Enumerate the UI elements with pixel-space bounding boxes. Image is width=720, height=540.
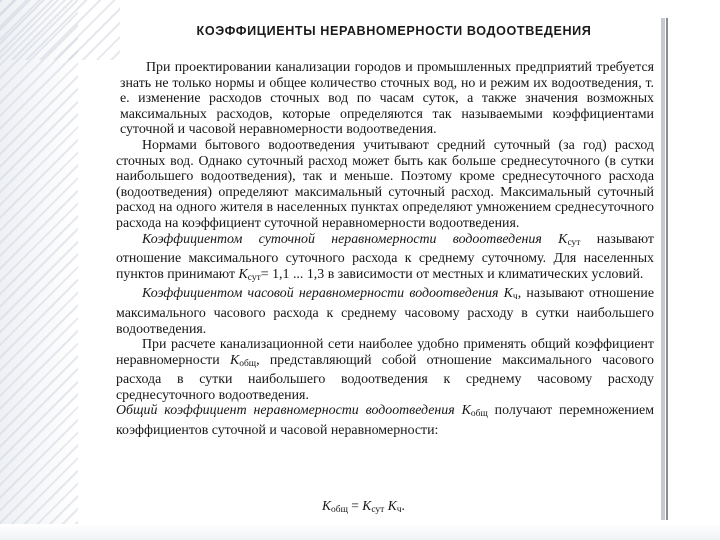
document-page — [116, 18, 654, 518]
paragraph-hourly-coefficient: Коэффициентом часовой неравномерности водоотведения $K_ч$, называют отношение максимального часового расхода к среднему часовому расходу в сутки наибольшего водоотведения. — [116, 286, 654, 337]
symbol-k-hourly-sub: ч — [512, 292, 518, 303]
page-title: КОЭФФИЦИЕНТЫ НЕРАВНОМЕРНОСТИ ВОДООТВЕДЕНИЯ — [196, 24, 592, 38]
formula-lhs-sub: общ — [331, 505, 348, 515]
daily-range-conditions: в зависимости от местных и климатических условий. — [327, 266, 644, 282]
symbol-k-daily-range: K — [238, 266, 248, 282]
formula-factor-hourly-sub: ч — [396, 505, 402, 515]
paragraph-intro: При проектировании канализации городов и промышленных предприятий требуется знать не только нормы и общее количество сточных вод, но и режим их водоотведения, т. е. изменение расходов сточных вод по часам суток, а также значения возможных максимальных расходов, которые определяются так называемыми коэффициентами суточной и часовой неравномерности водоотведения. — [120, 60, 654, 138]
bottom-decoration — [0, 524, 720, 540]
symbol-k-hourly: K — [503, 286, 513, 302]
general-product-text: получают перемножением коэффициентов суточной и часовой неравномерности: — [116, 403, 654, 439]
symbol-k-general: K — [229, 352, 240, 368]
formula-factor-daily: K — [362, 498, 372, 513]
general-definition: представляющий собой отношение максимального часового расхода в сутки наибольшего водоотведения к среднему часовому расходу среднесуточного водоотведения. — [116, 352, 654, 403]
term-hourly-coefficient: Коэффициентом часовой неравномерности водоотведения — [142, 286, 499, 302]
formula-lhs: K — [322, 498, 332, 513]
symbol-k-general-2-sub: общ — [470, 409, 488, 420]
formula-factor-hourly: K — [387, 498, 397, 513]
formula-equals: = — [351, 498, 359, 513]
term-daily-coefficient: Коэффициентом суточной неравномерности водоотведения — [142, 231, 542, 247]
general-intro: При расчете канализационной сети наиболее удобно применять общий коэффициент неравномерности — [116, 337, 654, 368]
left-decoration — [0, 0, 78, 540]
hourly-definition: называют отношение максимального часового расхода к среднему часовому расходу в сутки наибольшего водоотведения. — [116, 286, 654, 337]
symbol-k-general-sub: общ — [239, 358, 257, 369]
term-general-coefficient: Общий коэффициент неравномерности водоотведения — [116, 403, 455, 419]
symbol-k-general-2: K — [461, 403, 471, 419]
symbol-k-daily-range-sub: сут — [247, 272, 261, 283]
formula — [322, 498, 462, 518]
daily-definition: называют отношение максимального суточного расхода к среднему суточному. Для населенных пунктов принимают — [116, 231, 654, 282]
symbol-k-daily: K — [558, 231, 568, 247]
formula-factor-daily-sub: сут — [371, 505, 385, 515]
top-left-decoration — [0, 0, 120, 60]
paragraph-general-coefficient: При расчете канализационной сети наиболее удобно применять общий коэффициент неравномерности $K_{общ}$, представляющий собой отношение максимального часового расхода в сутки наибольшего водоотведения к среднему часовому расходу среднесуточного водоотведения. — [116, 337, 654, 403]
daily-range-value: = 1,1 ... 1,3 — [260, 266, 325, 282]
paragraph-general-product — [116, 403, 654, 438]
formula-end: . — [401, 498, 405, 513]
symbol-k-daily-sub: сут — [567, 237, 581, 248]
paragraph-norms: Нормами бытового водоотведения учитывают средний суточный (за год) расход сточных вод. Однако суточный расход может быть как больше среднесуточного (в сутки наибольшего водоотведения), так и меньше. Поэтому кроме среднесуточного расхода (водоотведения) определяют максимальный суточный расход. Максимальный суточный расход на одного жителя в населенных пунктах определяют умножением среднесуточного расхода на коэффициент суточной неравномерности водоотведения. — [116, 137, 654, 231]
right-rule-light — [661, 18, 665, 520]
body-text — [116, 60, 654, 439]
right-rule-dark — [666, 18, 668, 520]
paragraph-daily-coefficient — [116, 232, 654, 287]
